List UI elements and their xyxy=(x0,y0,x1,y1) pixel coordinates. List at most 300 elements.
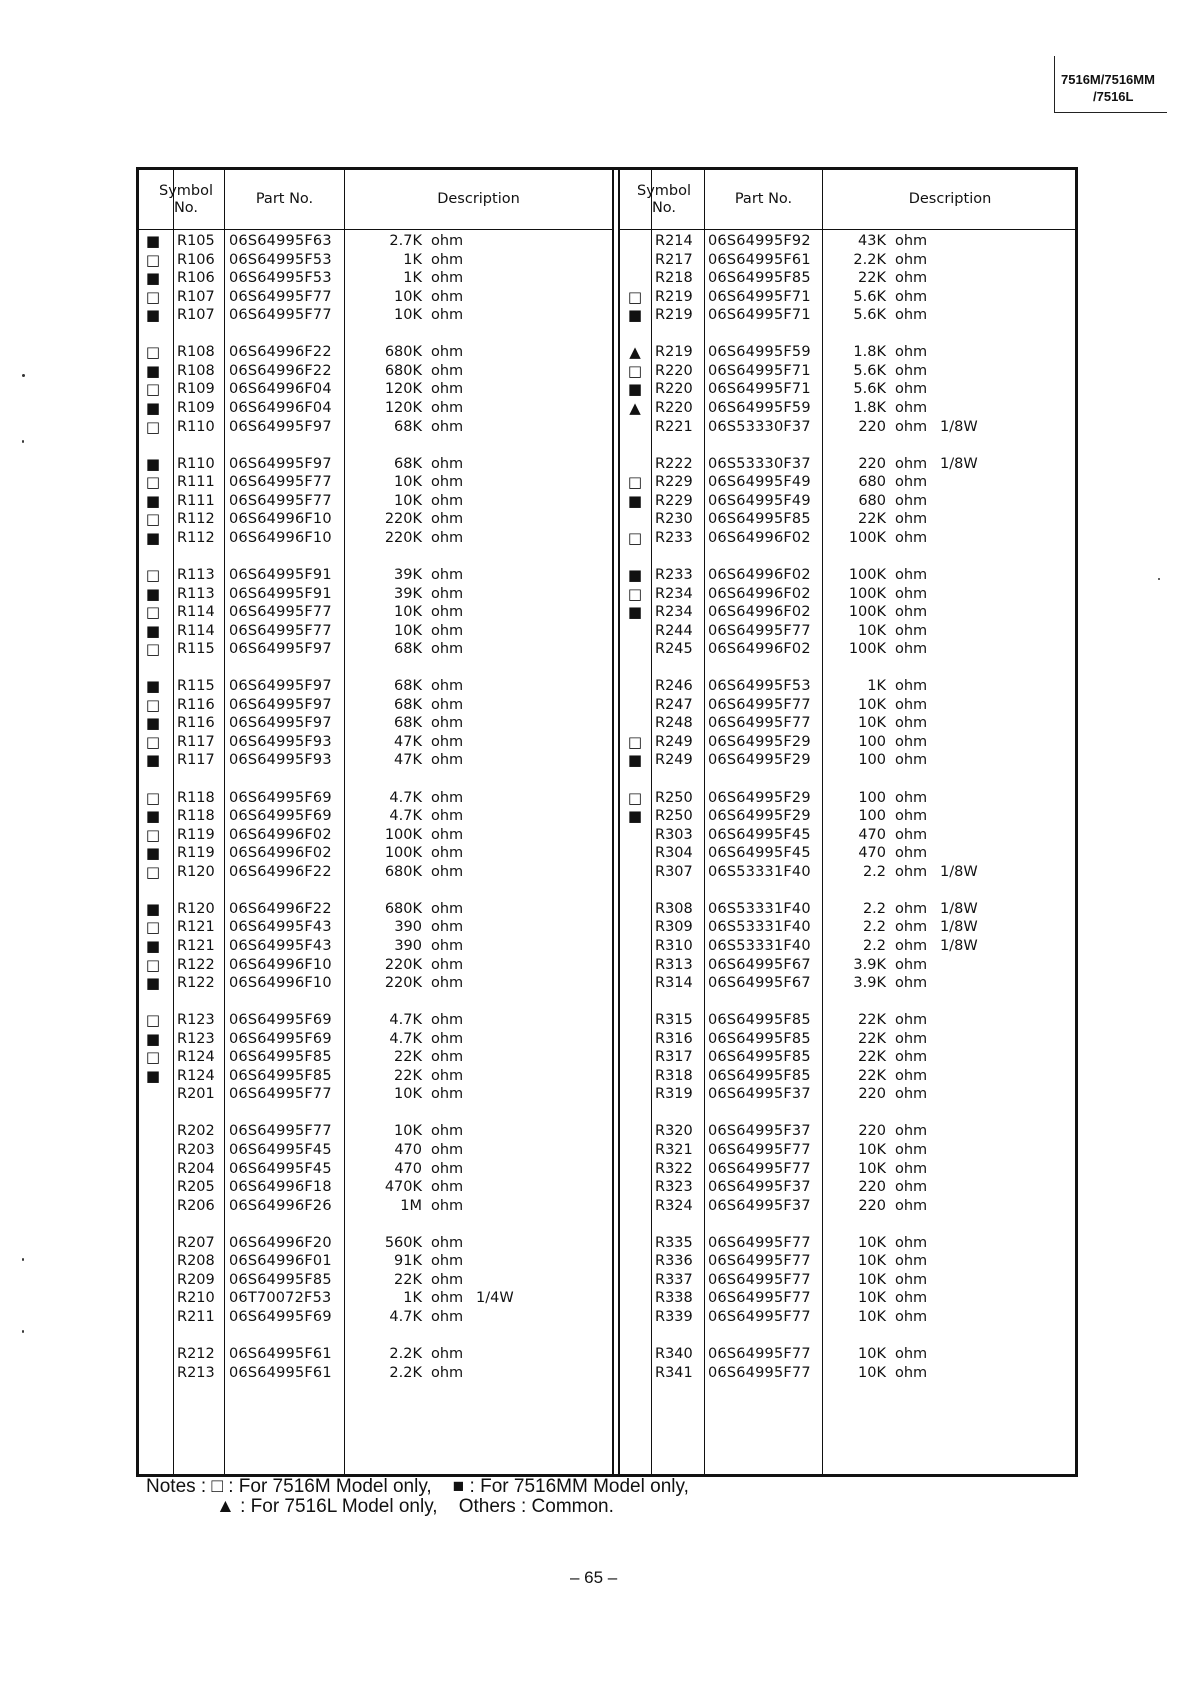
model-mark: ■ xyxy=(145,584,161,603)
table-row xyxy=(620,713,1077,733)
part-no: 06S64996F01 xyxy=(229,1253,332,1270)
part-no: 06S64995F85 xyxy=(708,270,811,287)
table-row xyxy=(620,361,1077,381)
table-row xyxy=(139,843,612,863)
resistance-value: 100K xyxy=(848,641,886,658)
table-row xyxy=(139,936,612,956)
unit: ohm xyxy=(895,511,928,528)
resistance-value: 220 xyxy=(858,418,886,435)
scan-speck xyxy=(22,440,24,443)
symbol-no: R208 xyxy=(177,1253,215,1270)
part-no: 06S53330F37 xyxy=(708,455,811,472)
unit: ohm xyxy=(895,1049,928,1066)
symbol-no: R114 xyxy=(177,622,215,639)
part-no: 06S64995F61 xyxy=(229,1346,332,1362)
unit: ohm xyxy=(431,826,464,843)
table-row xyxy=(139,1010,612,1030)
resistance-value: 220 xyxy=(858,1086,886,1103)
part-no: 06S64995F71 xyxy=(708,362,811,379)
table-row xyxy=(620,806,1077,826)
table-row xyxy=(620,1177,1077,1197)
part-no: 06S64996F02 xyxy=(708,585,811,602)
symbol-no: R319 xyxy=(655,1086,693,1103)
symbol-no: R303 xyxy=(655,826,693,843)
unit: ohm xyxy=(431,752,464,769)
model-mark: ■ xyxy=(627,491,643,510)
symbol-no: R108 xyxy=(177,344,215,361)
symbol-no: R106 xyxy=(177,251,215,268)
unit: ohm xyxy=(431,863,464,880)
table-row xyxy=(139,342,612,362)
unit: ohm xyxy=(431,919,464,936)
part-no: 06S64995F67 xyxy=(708,956,811,973)
wattage: 1/8W xyxy=(940,455,978,472)
model-tag-line2: /7516L xyxy=(1093,89,1134,104)
unit: ohm xyxy=(895,1290,928,1307)
resistance-value: 22K xyxy=(858,1030,886,1047)
resistance-value: 220K xyxy=(384,975,422,991)
table-row xyxy=(139,1233,612,1253)
symbol-no: R112 xyxy=(177,511,215,528)
symbol-no: R205 xyxy=(177,1179,215,1195)
wattage: 1/8W xyxy=(940,418,978,435)
part-no: 06S64995F97 xyxy=(229,641,332,658)
symbol-no: R115 xyxy=(177,678,215,695)
part-no: 06S64995F29 xyxy=(708,752,811,769)
table-row xyxy=(620,1047,1077,1067)
resistance-value: 2.7K xyxy=(389,233,422,249)
unit: ohm xyxy=(431,678,464,695)
symbol-no: R310 xyxy=(655,937,693,954)
part-no: 06S64996F22 xyxy=(229,344,332,361)
part-no: 06S64995F29 xyxy=(708,789,811,806)
part-no: 06S64995F37 xyxy=(708,1197,811,1214)
symbol-no: R249 xyxy=(655,733,693,750)
model-mark: □ xyxy=(145,417,161,436)
part-no: 06S64996F04 xyxy=(229,400,332,416)
resistance-value: 680 xyxy=(858,492,886,509)
resistance-value: 10K xyxy=(394,474,422,491)
symbol-no: R214 xyxy=(655,233,693,249)
resistance-value: 10K xyxy=(858,1290,886,1307)
symbol-no: R244 xyxy=(655,622,693,639)
symbol-no: R316 xyxy=(655,1030,693,1047)
unit: ohm xyxy=(431,715,464,732)
table-row xyxy=(139,899,612,919)
part-no: 06S64995F61 xyxy=(229,1364,332,1381)
scan-speck xyxy=(1158,578,1160,580)
table-row xyxy=(139,788,612,808)
unit: ohm xyxy=(431,1123,464,1140)
unit: ohm xyxy=(431,307,464,324)
unit: ohm xyxy=(895,1086,928,1103)
symbol-no: R111 xyxy=(177,492,215,509)
resistance-value: 220 xyxy=(858,1179,886,1195)
resistance-value: 100 xyxy=(858,808,886,824)
unit: ohm xyxy=(431,1346,464,1362)
model-mark: ■ xyxy=(145,528,161,547)
resistance-value: 1K xyxy=(403,251,422,268)
resistance-value: 100K xyxy=(848,604,886,620)
unit: ohm xyxy=(895,418,928,435)
resistance-value: 68K xyxy=(394,715,422,732)
table-row xyxy=(620,602,1077,622)
symbol-no: R309 xyxy=(655,919,693,936)
model-mark: □ xyxy=(145,565,161,584)
table-row xyxy=(620,1196,1077,1216)
table-row xyxy=(620,231,1077,251)
resistance-value: 2.2 xyxy=(862,863,886,880)
resistance-value: 5.6K xyxy=(853,362,886,379)
symbol-no: R250 xyxy=(655,789,693,806)
unit: ohm xyxy=(895,344,928,361)
resistance-value: 10K xyxy=(858,1142,886,1158)
table-row xyxy=(139,1047,612,1067)
parts-table-right xyxy=(618,170,1077,1474)
symbol-no: R203 xyxy=(177,1142,215,1158)
model-mark: □ xyxy=(145,287,161,306)
symbol-no: R322 xyxy=(655,1160,693,1177)
model-mark: □ xyxy=(627,788,643,807)
resistance-value: 22K xyxy=(394,1067,422,1084)
table-row xyxy=(139,268,612,288)
resistance-value: 220K xyxy=(384,956,422,973)
part-no: 06S64995F77 xyxy=(708,1290,811,1307)
unit: ohm xyxy=(895,288,928,305)
part-no: 06S64995F91 xyxy=(229,585,332,602)
part-no: 06S64995F37 xyxy=(708,1179,811,1195)
part-no: 06S53331F40 xyxy=(708,919,811,936)
unit: ohm xyxy=(431,696,464,713)
symbol-no: R201 xyxy=(177,1086,215,1103)
header-part-no: Part No. xyxy=(734,191,793,207)
table-row xyxy=(139,1084,612,1104)
scan-speck xyxy=(22,1330,24,1333)
model-mark: ■ xyxy=(145,361,161,380)
model-mark: ■ xyxy=(145,677,161,696)
part-no: 06S53330F37 xyxy=(708,418,811,435)
symbol-no: R248 xyxy=(655,715,693,732)
model-mark: ▲ xyxy=(629,343,641,362)
model-mark: □ xyxy=(145,510,161,529)
scan-speck xyxy=(22,1258,24,1261)
unit: ohm xyxy=(431,1253,464,1270)
part-no: 06S64995F45 xyxy=(229,1142,332,1158)
part-no: 06S64995F77 xyxy=(229,492,332,509)
resistance-value: 390 xyxy=(394,919,422,936)
part-no: 06S64995F85 xyxy=(708,1049,811,1066)
symbol-no: R124 xyxy=(177,1049,215,1066)
table-row xyxy=(139,750,612,770)
symbol-no: R116 xyxy=(177,696,215,713)
part-no: 06S64995F77 xyxy=(229,622,332,639)
part-no: 06S64996F10 xyxy=(229,975,332,991)
scan-speck xyxy=(22,374,25,377)
table-row xyxy=(620,1084,1077,1104)
resistance-value: 91K xyxy=(394,1253,422,1270)
resistance-value: 2.2 xyxy=(862,900,886,917)
symbol-no: R233 xyxy=(655,566,693,583)
resistance-value: 100K xyxy=(384,826,422,843)
header-rule xyxy=(620,229,1077,230)
part-no: 06S64995F61 xyxy=(708,251,811,268)
unit: ohm xyxy=(431,900,464,917)
part-no: 06S53331F40 xyxy=(708,937,811,954)
resistance-value: 100K xyxy=(384,845,422,862)
part-no: 06S64995F77 xyxy=(708,1160,811,1177)
part-no: 06S64995F43 xyxy=(229,919,332,936)
symbol-no: R229 xyxy=(655,474,693,491)
table-row xyxy=(620,1251,1077,1271)
table-row xyxy=(139,287,612,307)
resistance-value: 4.7K xyxy=(389,1308,422,1325)
part-no: 06S64995F63 xyxy=(229,233,332,249)
table-row xyxy=(139,379,612,399)
part-no: 06S64995F77 xyxy=(229,1086,332,1103)
unit: ohm xyxy=(431,381,464,398)
symbol-no: R118 xyxy=(177,789,215,806)
unit: ohm xyxy=(895,529,928,546)
model-tag-line1: 7516M/7516MM xyxy=(1061,72,1155,87)
table-row xyxy=(139,973,612,993)
part-no: 06S64996F22 xyxy=(229,863,332,880)
model-mark: □ xyxy=(145,918,161,937)
table-row xyxy=(620,1344,1077,1364)
symbol-no: R234 xyxy=(655,585,693,602)
header-rule xyxy=(139,229,612,230)
unit: ohm xyxy=(895,1123,928,1140)
unit: ohm xyxy=(895,1067,928,1084)
resistance-value: 1K xyxy=(867,678,886,695)
unit: ohm xyxy=(895,1308,928,1325)
resistance-value: 680K xyxy=(384,900,422,917)
unit: ohm xyxy=(431,1179,464,1195)
part-no: 06S64996F02 xyxy=(708,529,811,546)
part-no: 06S64995F77 xyxy=(708,1253,811,1270)
unit: ohm xyxy=(895,919,928,936)
resistance-value: 220K xyxy=(384,511,422,528)
table-row xyxy=(620,1307,1077,1327)
resistance-value: 470 xyxy=(858,845,886,862)
part-no: 06S64995F71 xyxy=(708,288,811,305)
unit: ohm xyxy=(431,455,464,472)
unit: ohm xyxy=(895,251,928,268)
part-no: 06S64995F37 xyxy=(708,1123,811,1140)
part-no: 06S64996F02 xyxy=(708,566,811,583)
table-row xyxy=(620,417,1077,437)
model-mark: ■ xyxy=(145,936,161,955)
symbol-no: R212 xyxy=(177,1346,215,1362)
symbol-no: R338 xyxy=(655,1290,693,1307)
resistance-value: 100K xyxy=(848,566,886,583)
resistance-value: 1.8K xyxy=(853,344,886,361)
part-no: 06S53331F40 xyxy=(708,900,811,917)
table-row xyxy=(620,788,1077,808)
unit: ohm xyxy=(431,1067,464,1084)
symbol-no: R122 xyxy=(177,975,215,991)
model-mark: ■ xyxy=(627,807,643,825)
part-no: 06S64996F18 xyxy=(229,1179,332,1195)
table-row xyxy=(620,732,1077,752)
part-no: 06S64996F22 xyxy=(229,362,332,379)
unit: ohm xyxy=(431,622,464,639)
unit: ohm xyxy=(895,492,928,509)
resistance-value: 10K xyxy=(858,1234,886,1251)
resistance-value: 10K xyxy=(858,1364,886,1381)
resistance-value: 2.2K xyxy=(389,1346,422,1362)
symbol-no: R109 xyxy=(177,381,215,398)
resistance-value: 10K xyxy=(394,492,422,509)
part-no: 06S64995F97 xyxy=(229,418,332,435)
unit: ohm xyxy=(431,845,464,862)
symbol-no: R107 xyxy=(177,288,215,305)
resistance-value: 4.7K xyxy=(389,1012,422,1029)
model-mark: ■ xyxy=(145,899,161,918)
resistance-value: 1K xyxy=(403,270,422,287)
model-mark: □ xyxy=(627,361,643,380)
resistance-value: 2.2 xyxy=(862,937,886,954)
symbol-no: R213 xyxy=(177,1364,215,1381)
part-no: 06S64995F93 xyxy=(229,733,332,750)
unit: ohm xyxy=(431,362,464,379)
part-no: 06S64995F97 xyxy=(229,696,332,713)
unit: ohm xyxy=(895,863,928,880)
model-mark: □ xyxy=(145,640,161,659)
unit: ohm xyxy=(895,1271,928,1288)
model-mark: □ xyxy=(627,287,643,306)
part-no: 06S64995F77 xyxy=(708,622,811,639)
table-row xyxy=(139,732,612,752)
table-row xyxy=(620,621,1077,641)
unit: ohm xyxy=(431,400,464,416)
part-no: 06S64995F77 xyxy=(708,1364,811,1381)
resistance-value: 470 xyxy=(394,1142,422,1158)
resistance-value: 220K xyxy=(384,529,422,546)
unit: ohm xyxy=(431,233,464,249)
wattage: 1/8W xyxy=(940,919,978,936)
symbol-no: R202 xyxy=(177,1123,215,1140)
unit: ohm xyxy=(431,641,464,658)
part-no: 06S64996F10 xyxy=(229,956,332,973)
unit: ohm xyxy=(431,1197,464,1214)
model-mark: ■ xyxy=(627,306,643,325)
symbol-no: R121 xyxy=(177,919,215,936)
model-mark: □ xyxy=(145,695,161,714)
part-no: 06S64995F77 xyxy=(229,307,332,324)
symbol-no: R220 xyxy=(655,400,693,416)
resistance-value: 120K xyxy=(384,400,422,416)
table-row xyxy=(620,1140,1077,1160)
resistance-value: 3.9K xyxy=(853,975,886,991)
table-row xyxy=(139,917,612,937)
table-row xyxy=(139,695,612,715)
resistance-value: 47K xyxy=(394,733,422,750)
part-no: 06S64995F85 xyxy=(708,1067,811,1084)
unit: ohm xyxy=(895,789,928,806)
part-no: 06S64995F45 xyxy=(229,1160,332,1177)
table-row xyxy=(620,250,1077,270)
unit: ohm xyxy=(895,641,928,658)
part-no: 06S64995F77 xyxy=(229,604,332,620)
part-no: 06S64995F29 xyxy=(708,808,811,824)
symbol-no: R341 xyxy=(655,1364,693,1381)
resistance-value: 100K xyxy=(848,585,886,602)
unit: ohm xyxy=(895,733,928,750)
table-row xyxy=(620,472,1077,492)
unit: ohm xyxy=(431,789,464,806)
symbol-no: R314 xyxy=(655,975,693,991)
part-no: 06S64995F43 xyxy=(229,937,332,954)
symbol-no: R121 xyxy=(177,937,215,954)
resistance-value: 10K xyxy=(858,622,886,639)
part-no: 06S64995F77 xyxy=(708,1271,811,1288)
resistance-value: 5.6K xyxy=(853,381,886,398)
table-row xyxy=(139,806,612,826)
table-row xyxy=(620,936,1077,956)
table-row xyxy=(139,1288,612,1308)
part-no: 06S64995F59 xyxy=(708,344,811,361)
unit: ohm xyxy=(431,251,464,268)
table-row xyxy=(139,1251,612,1271)
table-row xyxy=(139,584,612,604)
part-no: 06S64995F85 xyxy=(708,1012,811,1029)
table-row xyxy=(139,565,612,585)
resistance-value: 470 xyxy=(858,826,886,843)
unit: ohm xyxy=(431,975,464,991)
resistance-value: 560K xyxy=(384,1234,422,1251)
resistance-value: 5.6K xyxy=(853,288,886,305)
table-row xyxy=(139,1363,612,1383)
model-mark: □ xyxy=(627,584,643,603)
part-no: 06S64995F71 xyxy=(708,307,811,324)
model-mark: □ xyxy=(145,732,161,751)
table-row xyxy=(620,1270,1077,1290)
table-row xyxy=(620,565,1077,585)
model-mark: ■ xyxy=(145,269,161,288)
model-mark: □ xyxy=(145,955,161,974)
part-no: 06S64996F10 xyxy=(229,529,332,546)
part-no: 06S64995F29 xyxy=(708,733,811,750)
model-mark: □ xyxy=(145,343,161,362)
model-mark: □ xyxy=(145,1011,161,1030)
symbol-no: R111 xyxy=(177,474,215,491)
table-row xyxy=(620,491,1077,511)
part-no: 06S64996F20 xyxy=(229,1234,332,1251)
table-row xyxy=(139,454,612,474)
symbol-no: R219 xyxy=(655,288,693,305)
unit: ohm xyxy=(895,752,928,769)
notes xyxy=(146,1477,689,1517)
model-mark: ■ xyxy=(627,565,643,584)
resistance-value: 470 xyxy=(394,1160,422,1177)
symbol-no: R234 xyxy=(655,604,693,620)
table-row xyxy=(139,361,612,381)
table-row xyxy=(620,1066,1077,1086)
unit: ohm xyxy=(895,604,928,620)
unit: ohm xyxy=(895,474,928,491)
model-mark: □ xyxy=(145,603,161,621)
part-no: 06S64995F85 xyxy=(229,1049,332,1066)
unit: ohm xyxy=(431,808,464,824)
resistance-value: 68K xyxy=(394,641,422,658)
symbol-no: R120 xyxy=(177,863,215,880)
model-mark: ■ xyxy=(145,399,161,417)
symbol-no: R246 xyxy=(655,678,693,695)
part-no: 06S64995F77 xyxy=(708,715,811,732)
symbol-no: R117 xyxy=(177,752,215,769)
part-no: 06S64996F10 xyxy=(229,511,332,528)
unit: ohm xyxy=(431,288,464,305)
